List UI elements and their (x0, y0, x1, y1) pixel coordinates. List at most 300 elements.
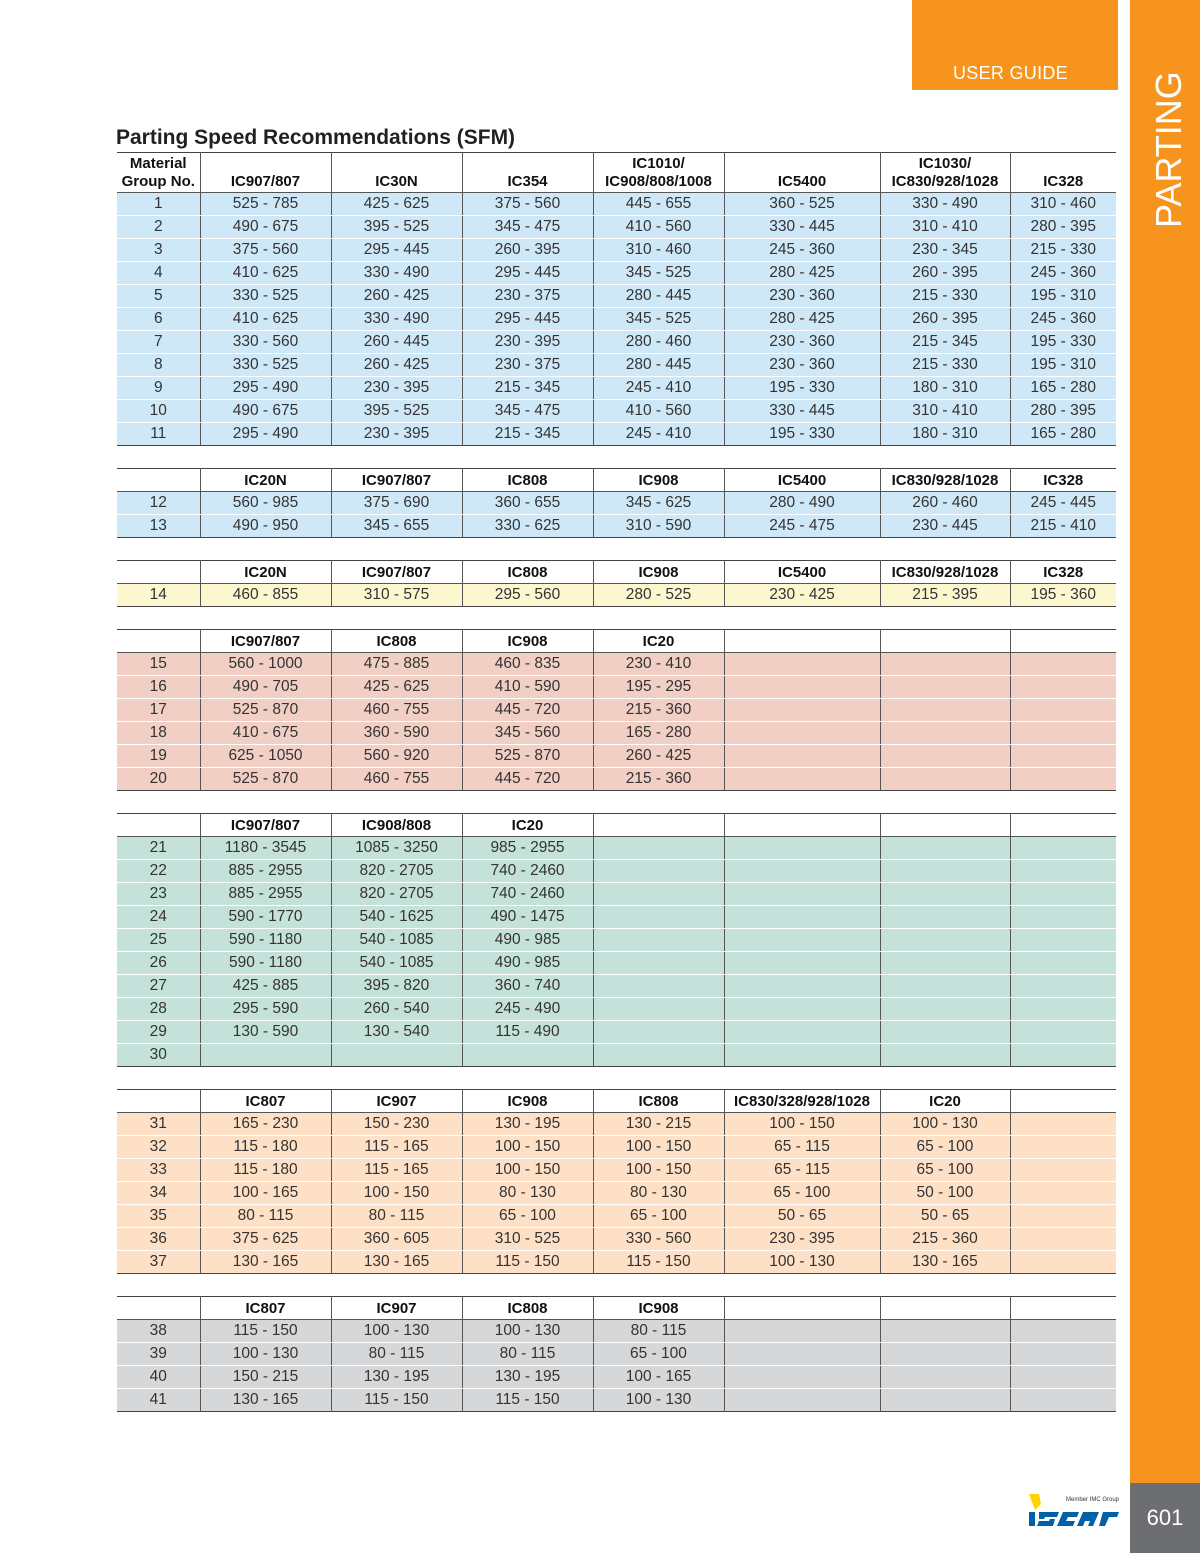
speed-cell: 490 - 705 (200, 676, 331, 699)
speed-cell: 885 - 2955 (200, 860, 331, 883)
speed-cell: 310 - 460 (593, 239, 724, 262)
speed-cell (1010, 837, 1116, 860)
speed-cell: 195 - 295 (593, 676, 724, 699)
material-group-cell: 7 (117, 331, 200, 354)
speed-cell (724, 837, 880, 860)
speed-cell (1010, 1182, 1116, 1205)
speed-cell: 130 - 540 (331, 1021, 462, 1044)
speed-cell: 345 - 525 (593, 262, 724, 285)
column-header: IC808 (462, 469, 593, 492)
material-group-cell: 37 (117, 1251, 200, 1274)
speed-cell: 100 - 150 (331, 1182, 462, 1205)
speed-cell (880, 1366, 1010, 1389)
material-group-cell: 23 (117, 883, 200, 906)
speed-cell: 310 - 410 (880, 216, 1010, 239)
speed-cell: 130 - 215 (593, 1113, 724, 1136)
table-row (117, 1366, 1116, 1389)
speed-cell: 360 - 655 (462, 492, 593, 515)
column-header (724, 814, 880, 837)
speed-cell: 230 - 375 (462, 285, 593, 308)
column-header: IC830/928/1028 (880, 469, 1010, 492)
speed-cell: 115 - 165 (331, 1159, 462, 1182)
speed-cell: 460 - 755 (331, 699, 462, 722)
speed-cell: 360 - 605 (331, 1228, 462, 1251)
speed-cell: 410 - 560 (593, 216, 724, 239)
table-row (117, 492, 1116, 515)
column-header: IC20 (462, 814, 593, 837)
table-row (117, 239, 1116, 262)
speed-cell: 80 - 130 (593, 1182, 724, 1205)
header-row (117, 561, 1116, 584)
speed-cell: 245 - 360 (1010, 308, 1116, 331)
speed-cell: 280 - 395 (1010, 400, 1116, 423)
speed-cell: 310 - 590 (593, 515, 724, 538)
speed-cell (724, 768, 880, 791)
speed-cell: 130 - 195 (462, 1366, 593, 1389)
speed-cell: 80 - 115 (200, 1205, 331, 1228)
side-section-title (1133, 60, 1197, 230)
column-header: IC907/807 (200, 153, 331, 193)
speed-cell: 245 - 410 (593, 423, 724, 446)
speed-cell: 345 - 625 (593, 492, 724, 515)
speed-cell: 280 - 425 (724, 262, 880, 285)
speed-cell (1010, 768, 1116, 791)
speed-cell: 195 - 330 (724, 377, 880, 400)
speed-table-section (117, 1296, 1116, 1412)
column-header: IC808 (593, 1090, 724, 1113)
speed-cell: 590 - 1180 (200, 952, 331, 975)
speed-cell (880, 699, 1010, 722)
column-header: IC20 (593, 630, 724, 653)
column-header (117, 814, 200, 837)
speed-cell: 165 - 280 (1010, 377, 1116, 400)
speed-cell (593, 1021, 724, 1044)
speed-cell: 65 - 100 (880, 1136, 1010, 1159)
speed-cell (200, 1044, 331, 1067)
column-header (724, 1297, 880, 1320)
speed-cell: 65 - 115 (724, 1159, 880, 1182)
speed-cell: 115 - 150 (462, 1251, 593, 1274)
column-header (1010, 630, 1116, 653)
speed-table-section (117, 560, 1116, 607)
speed-cell (724, 975, 880, 998)
column-header: IC907/807 (200, 814, 331, 837)
side-title-text: PARTING (1148, 71, 1189, 228)
material-group-cell: 12 (117, 492, 200, 515)
table-row (117, 1228, 1116, 1251)
speed-cell: 490 - 985 (462, 929, 593, 952)
column-header: IC907/807 (200, 630, 331, 653)
speed-cell: 345 - 525 (593, 308, 724, 331)
material-group-cell: 28 (117, 998, 200, 1021)
speed-cell: 130 - 195 (462, 1113, 593, 1136)
header-line: IC1010/ (632, 155, 685, 172)
speed-cell (593, 975, 724, 998)
speed-cell: 590 - 1770 (200, 906, 331, 929)
material-group-cell: 11 (117, 423, 200, 446)
speed-cell: 260 - 540 (331, 998, 462, 1021)
material-group-cell: 41 (117, 1389, 200, 1412)
speed-cell (1010, 860, 1116, 883)
speed-cell: 490 - 675 (200, 400, 331, 423)
speed-cell: 100 - 130 (200, 1343, 331, 1366)
speed-cell: 230 - 360 (724, 331, 880, 354)
table-row (117, 1044, 1116, 1067)
speed-cell: 150 - 230 (331, 1113, 462, 1136)
speed-cell (1010, 1044, 1116, 1067)
speed-cell: 525 - 870 (200, 768, 331, 791)
speed-cell (1010, 1389, 1116, 1412)
speed-cell (1010, 699, 1116, 722)
speed-cell: 230 - 395 (331, 423, 462, 446)
speed-cell: 65 - 100 (880, 1159, 1010, 1182)
table-row (117, 193, 1116, 216)
speed-tables (117, 152, 1116, 1412)
material-group-cell: 21 (117, 837, 200, 860)
column-header: IC328 (1010, 153, 1116, 193)
speed-cell (724, 1320, 880, 1343)
speed-cell: 230 - 395 (724, 1228, 880, 1251)
column-header: IC830/328/928/1028 (724, 1090, 880, 1113)
material-group-cell: 31 (117, 1113, 200, 1136)
speed-cell: 330 - 525 (200, 354, 331, 377)
speed-cell (724, 929, 880, 952)
speed-cell: 425 - 625 (331, 676, 462, 699)
speed-cell: 215 - 360 (593, 699, 724, 722)
speed-cell: 525 - 785 (200, 193, 331, 216)
speed-cell: 100 - 165 (593, 1366, 724, 1389)
speed-cell (880, 929, 1010, 952)
speed-cell (1010, 722, 1116, 745)
table-row (117, 400, 1116, 423)
speed-cell: 445 - 720 (462, 699, 593, 722)
column-header (1010, 814, 1116, 837)
speed-cell: 295 - 445 (462, 308, 593, 331)
table-row (117, 975, 1116, 998)
table-row (117, 423, 1116, 446)
speed-cell (593, 883, 724, 906)
speed-cell: 330 - 490 (331, 262, 462, 285)
page-number: 601 (1146, 1505, 1184, 1530)
speed-cell: 65 - 100 (593, 1343, 724, 1366)
speed-cell: 360 - 740 (462, 975, 593, 998)
speed-cell: 115 - 150 (593, 1251, 724, 1274)
speed-cell: 490 - 985 (462, 952, 593, 975)
speed-cell: 330 - 445 (724, 216, 880, 239)
speed-cell: 130 - 165 (200, 1251, 331, 1274)
column-header (117, 630, 200, 653)
speed-cell: 310 - 575 (331, 584, 462, 607)
speed-cell: 280 - 395 (1010, 216, 1116, 239)
speed-cell: 540 - 1085 (331, 929, 462, 952)
speed-cell: 80 - 130 (462, 1182, 593, 1205)
speed-cell: 330 - 525 (200, 285, 331, 308)
material-group-cell: 8 (117, 354, 200, 377)
speed-cell: 195 - 330 (1010, 331, 1116, 354)
speed-cell: 195 - 310 (1010, 285, 1116, 308)
speed-cell (1010, 1113, 1116, 1136)
speed-cell (880, 1044, 1010, 1067)
speed-cell: 245 - 360 (1010, 262, 1116, 285)
material-group-cell: 20 (117, 768, 200, 791)
speed-cell: 560 - 1000 (200, 653, 331, 676)
speed-cell (1010, 929, 1116, 952)
speed-cell: 215 - 360 (593, 768, 724, 791)
speed-cell: 625 - 1050 (200, 745, 331, 768)
speed-cell (724, 952, 880, 975)
speed-cell: 230 - 395 (331, 377, 462, 400)
material-group-cell: 24 (117, 906, 200, 929)
table-gap (117, 1067, 1116, 1089)
speed-cell (880, 837, 1010, 860)
speed-cell: 460 - 835 (462, 653, 593, 676)
speed-cell (724, 745, 880, 768)
speed-cell (593, 998, 724, 1021)
page-number-box (1130, 1483, 1200, 1553)
speed-cell: 100 - 130 (880, 1113, 1010, 1136)
logo-brand: ISCAR (1027, 1492, 1031, 1493)
speed-cell: 525 - 870 (200, 699, 331, 722)
page-title: Parting Speed Recommendations (SFM) (116, 126, 516, 149)
table-row (117, 676, 1116, 699)
speed-cell: 740 - 2460 (462, 860, 593, 883)
speed-cell (1010, 906, 1116, 929)
speed-cell: 65 - 100 (593, 1205, 724, 1228)
speed-cell: 740 - 2460 (462, 883, 593, 906)
column-header: IC908/808 (331, 814, 462, 837)
header-line: Group No. (121, 173, 195, 190)
speed-cell: 180 - 310 (880, 423, 1010, 446)
speed-cell: 260 - 460 (880, 492, 1010, 515)
material-group-cell: 40 (117, 1366, 200, 1389)
speed-cell: 230 - 395 (462, 331, 593, 354)
speed-cell: 165 - 230 (200, 1113, 331, 1136)
table-gap (117, 1274, 1116, 1296)
column-header: IC908 (593, 1297, 724, 1320)
table-gap (117, 791, 1116, 813)
header-line: IC1030/ (918, 155, 972, 172)
material-group-cell: 4 (117, 262, 200, 285)
speed-cell: 65 - 100 (724, 1182, 880, 1205)
speed-cell: 195 - 310 (1010, 354, 1116, 377)
column-header: IC908 (462, 1090, 593, 1113)
speed-cell: 460 - 855 (200, 584, 331, 607)
column-header: IC908 (593, 469, 724, 492)
material-group-cell: 26 (117, 952, 200, 975)
column-header (1010, 1090, 1116, 1113)
speed-cell: 540 - 1085 (331, 952, 462, 975)
speed-cell: 100 - 150 (462, 1136, 593, 1159)
speed-cell: 540 - 1625 (331, 906, 462, 929)
header-row (117, 1297, 1116, 1320)
speed-cell: 445 - 720 (462, 768, 593, 791)
speed-cell: 260 - 425 (593, 745, 724, 768)
speed-cell: 80 - 115 (462, 1343, 593, 1366)
speed-cell (593, 906, 724, 929)
column-header (117, 1090, 200, 1113)
speed-cell: 215 - 330 (880, 285, 1010, 308)
speed-cell (724, 1021, 880, 1044)
material-group-cell: 13 (117, 515, 200, 538)
speed-cell: 130 - 165 (331, 1251, 462, 1274)
material-group-cell: 1 (117, 193, 200, 216)
speed-cell: 215 - 330 (1010, 239, 1116, 262)
table-gap (117, 607, 1116, 629)
column-header: IC5400 (724, 153, 880, 193)
table-row (117, 354, 1116, 377)
speed-cell: 215 - 345 (462, 377, 593, 400)
speed-cell: 885 - 2955 (200, 883, 331, 906)
speed-cell: 115 - 150 (462, 1389, 593, 1412)
speed-cell: 330 - 625 (462, 515, 593, 538)
speed-cell: 50 - 65 (880, 1205, 1010, 1228)
table-row (117, 1320, 1116, 1343)
speed-cell: 150 - 215 (200, 1366, 331, 1389)
column-header: IC807 (200, 1090, 331, 1113)
speed-cell (593, 929, 724, 952)
iscar-logo (1027, 1492, 1121, 1532)
speed-cell (593, 860, 724, 883)
speed-cell: 245 - 360 (724, 239, 880, 262)
column-header: IC808 (331, 630, 462, 653)
speed-cell: 215 - 395 (880, 584, 1010, 607)
speed-cell: 260 - 445 (331, 331, 462, 354)
speed-cell: 395 - 820 (331, 975, 462, 998)
speed-cell: 330 - 490 (880, 193, 1010, 216)
speed-cell (724, 653, 880, 676)
material-group-cell: 19 (117, 745, 200, 768)
speed-cell: 295 - 445 (462, 262, 593, 285)
speed-cell: 115 - 150 (331, 1389, 462, 1412)
user-guide-label: USER GUIDE (952, 63, 1068, 83)
column-header: IC907 (331, 1090, 462, 1113)
table-row (117, 1113, 1116, 1136)
speed-cell: 560 - 985 (200, 492, 331, 515)
speed-cell: 820 - 2705 (331, 883, 462, 906)
speed-cell: 310 - 525 (462, 1228, 593, 1251)
speed-cell: 115 - 180 (200, 1159, 331, 1182)
speed-cell: 65 - 115 (724, 1136, 880, 1159)
speed-cell (1010, 676, 1116, 699)
speed-cell (331, 1044, 462, 1067)
header-row (117, 814, 1116, 837)
table-row (117, 285, 1116, 308)
table-row (117, 837, 1116, 860)
speed-cell: 330 - 560 (200, 331, 331, 354)
column-header (880, 814, 1010, 837)
speed-cell: 50 - 100 (880, 1182, 1010, 1205)
speed-cell: 245 - 445 (1010, 492, 1116, 515)
header-line: IC908/808/1008 (605, 173, 712, 190)
column-header (593, 153, 724, 193)
speed-cell: 310 - 460 (1010, 193, 1116, 216)
header-row (117, 630, 1116, 653)
column-header: IC20 (880, 1090, 1010, 1113)
table-row (117, 699, 1116, 722)
speed-cell: 130 - 590 (200, 1021, 331, 1044)
speed-cell: 195 - 360 (1010, 584, 1116, 607)
speed-table-section (117, 813, 1116, 1067)
material-group-cell: 38 (117, 1320, 200, 1343)
speed-cell (724, 906, 880, 929)
speed-cell (593, 837, 724, 860)
speed-cell (1010, 952, 1116, 975)
material-group-cell: 14 (117, 584, 200, 607)
speed-cell: 280 - 525 (593, 584, 724, 607)
speed-cell: 360 - 525 (724, 193, 880, 216)
speed-cell: 295 - 490 (200, 377, 331, 400)
header-row (117, 1090, 1116, 1113)
speed-cell: 230 - 360 (724, 354, 880, 377)
header-row (117, 469, 1116, 492)
speed-cell: 230 - 345 (880, 239, 1010, 262)
column-header: IC328 (1010, 561, 1116, 584)
table-row (117, 377, 1116, 400)
material-group-cell: 5 (117, 285, 200, 308)
speed-cell: 115 - 165 (331, 1136, 462, 1159)
speed-cell (724, 883, 880, 906)
material-group-cell: 27 (117, 975, 200, 998)
speed-cell: 360 - 590 (331, 722, 462, 745)
table-row (117, 1251, 1116, 1274)
table-row (117, 262, 1116, 285)
speed-cell: 490 - 675 (200, 216, 331, 239)
speed-cell: 375 - 560 (462, 193, 593, 216)
speed-cell: 230 - 425 (724, 584, 880, 607)
speed-cell: 115 - 490 (462, 1021, 593, 1044)
column-header: IC5400 (724, 469, 880, 492)
speed-cell (1010, 1159, 1116, 1182)
speed-cell: 260 - 395 (880, 308, 1010, 331)
speed-cell: 460 - 755 (331, 768, 462, 791)
table-row (117, 1159, 1116, 1182)
table-row (117, 653, 1116, 676)
speed-cell (1010, 1136, 1116, 1159)
speed-cell: 1085 - 3250 (331, 837, 462, 860)
speed-cell: 295 - 490 (200, 423, 331, 446)
speed-cell: 375 - 690 (331, 492, 462, 515)
column-header (117, 1297, 200, 1320)
speed-cell: 295 - 445 (331, 239, 462, 262)
table-row (117, 860, 1116, 883)
table-row (117, 584, 1116, 607)
speed-cell (1010, 745, 1116, 768)
speed-cell (880, 1389, 1010, 1412)
speed-cell (593, 952, 724, 975)
speed-cell: 445 - 655 (593, 193, 724, 216)
speed-cell (880, 1021, 1010, 1044)
speed-cell: 560 - 920 (331, 745, 462, 768)
speed-cell: 280 - 490 (724, 492, 880, 515)
speed-cell: 130 - 165 (200, 1389, 331, 1412)
material-group-cell: 17 (117, 699, 200, 722)
column-header: IC908 (462, 630, 593, 653)
speed-cell: 215 - 410 (1010, 515, 1116, 538)
speed-cell: 410 - 560 (593, 400, 724, 423)
speed-cell (880, 768, 1010, 791)
column-header (880, 630, 1010, 653)
material-group-cell: 36 (117, 1228, 200, 1251)
speed-cell: 215 - 360 (880, 1228, 1010, 1251)
speed-cell: 165 - 280 (593, 722, 724, 745)
column-header: IC807 (200, 1297, 331, 1320)
table-row (117, 1182, 1116, 1205)
speed-cell: 80 - 115 (331, 1343, 462, 1366)
speed-cell: 195 - 330 (724, 423, 880, 446)
speed-cell: 345 - 475 (462, 400, 593, 423)
speed-cell (880, 745, 1010, 768)
speed-cell (724, 722, 880, 745)
